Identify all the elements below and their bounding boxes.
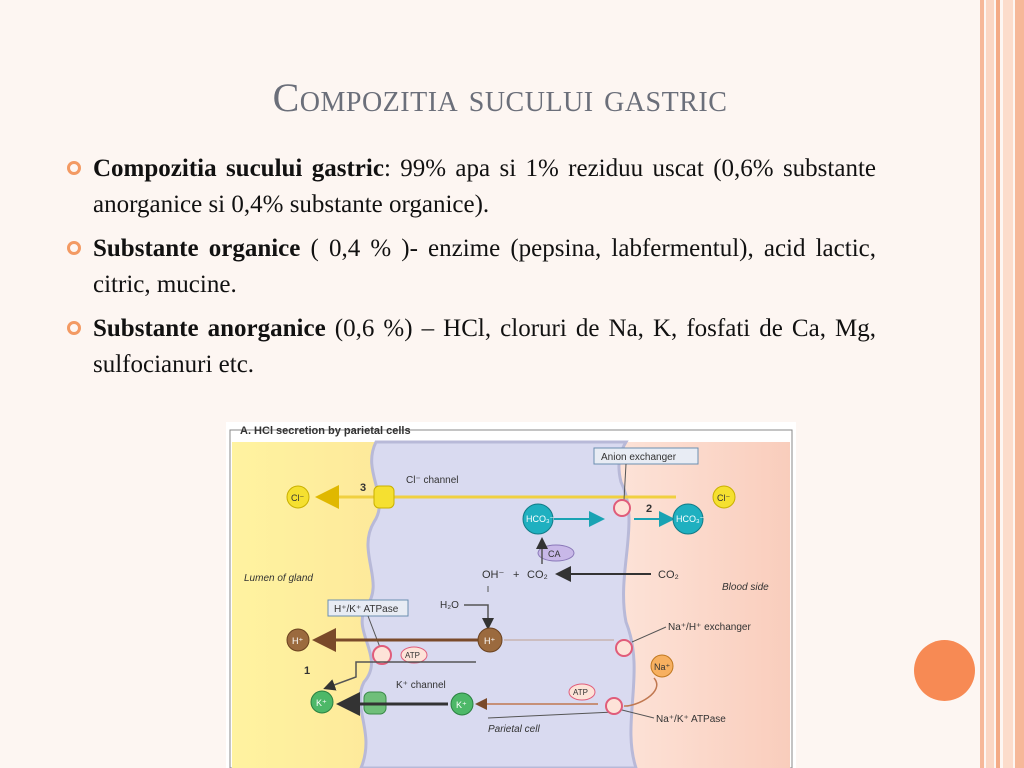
bullet-bold-3: Substante anorganice bbox=[93, 315, 326, 342]
nah-exchanger-label: Na⁺/H⁺ exchanger bbox=[668, 622, 751, 633]
bullet-text-1 bbox=[93, 151, 876, 223]
step-3-number: 3 bbox=[360, 482, 367, 494]
step-2-number: 2 bbox=[646, 503, 653, 515]
bullet-body-3: (0,6 %) – HCl, cloruri de Na, K, fosfati de Ca, Mg, sulfocianuri etc. bbox=[93, 315, 876, 378]
decor-stripe-3 bbox=[996, 0, 1000, 768]
decor-stripe-1 bbox=[980, 0, 984, 768]
lumen-label: Lumen of gland bbox=[244, 573, 313, 584]
bullet-bold-1: Compozitia sucului gastric bbox=[93, 155, 384, 182]
bullet-ring-icon bbox=[67, 241, 81, 255]
co2-blood-label: CO₂ bbox=[658, 569, 679, 581]
oh-label: OH⁻ bbox=[482, 569, 505, 581]
na-blood-label: Na⁺ bbox=[654, 662, 671, 672]
ca-label: CA bbox=[548, 549, 561, 559]
bullet-item-1 bbox=[64, 151, 876, 223]
bullet-list bbox=[64, 151, 876, 391]
plus-label: + bbox=[513, 569, 520, 581]
bullet-ring-icon bbox=[67, 321, 81, 335]
hcl-secretion-figure bbox=[226, 422, 796, 768]
cl-lumen-label: Cl⁻ bbox=[291, 493, 305, 503]
nah-exchanger-icon bbox=[616, 640, 632, 656]
k-channel-label: K⁺ channel bbox=[396, 680, 446, 691]
bullet-text-3 bbox=[93, 311, 876, 383]
nak-atpase-label: Na⁺/K⁺ ATPase bbox=[656, 714, 726, 725]
parietal-cell-label: Parietal cell bbox=[488, 724, 540, 735]
bullet-body-1: : 99% apa si 1% reziduu uscat (0,6% substante anorganice si 0,4% substante organice). bbox=[93, 155, 876, 218]
blood-side-label: Blood side bbox=[722, 582, 769, 593]
co2-cell-label: CO₂ bbox=[527, 569, 548, 581]
figure-title: A. HCl secretion by parietal cells bbox=[240, 425, 411, 437]
bullet-bold-2: Substante organice bbox=[93, 235, 301, 262]
bullet-body-2: ( 0,4 % )- enzime (pepsina, labfermentul), acid lactic, citric, mucine. bbox=[93, 235, 876, 298]
atp-hk-label: ATP bbox=[405, 651, 420, 660]
anion-exchanger-label: Anion exchanger bbox=[601, 452, 677, 463]
h-lumen-label: H⁺ bbox=[292, 636, 304, 646]
anion-exchanger-icon bbox=[614, 500, 630, 516]
bullet-text-2 bbox=[93, 231, 876, 303]
decor-stripe-2 bbox=[986, 0, 994, 768]
bullet-ring-icon bbox=[67, 161, 81, 175]
h2o-label: H₂O bbox=[440, 600, 459, 611]
decor-stripe-5 bbox=[1015, 0, 1024, 768]
cl-channel-label: Cl⁻ channel bbox=[406, 475, 459, 486]
bullet-item-3 bbox=[64, 311, 876, 383]
slide-title: Compozitia sucului gastric bbox=[272, 75, 728, 120]
k-cell-label: K⁺ bbox=[456, 700, 467, 710]
cl-channel-icon bbox=[374, 486, 394, 508]
cl-blood-label: Cl⁻ bbox=[717, 493, 731, 503]
hcl-diagram bbox=[226, 422, 796, 768]
hk-atpase-label: H⁺/K⁺ ATPase bbox=[334, 604, 399, 615]
atp-nak-label: ATP bbox=[573, 688, 588, 697]
decor-stripe-4 bbox=[1003, 0, 1013, 768]
accent-circle bbox=[914, 640, 975, 701]
k-lumen-label: K⁺ bbox=[316, 698, 327, 708]
hco3-blood-label: HCO₃⁻ bbox=[676, 514, 705, 524]
bullet-item-2 bbox=[64, 231, 876, 303]
step-1-number: 1 bbox=[304, 665, 311, 677]
nak-pump-icon bbox=[606, 698, 622, 714]
h-cell-label: H⁺ bbox=[484, 636, 496, 646]
hco3-cell-label: HCO₃⁻ bbox=[526, 514, 555, 524]
